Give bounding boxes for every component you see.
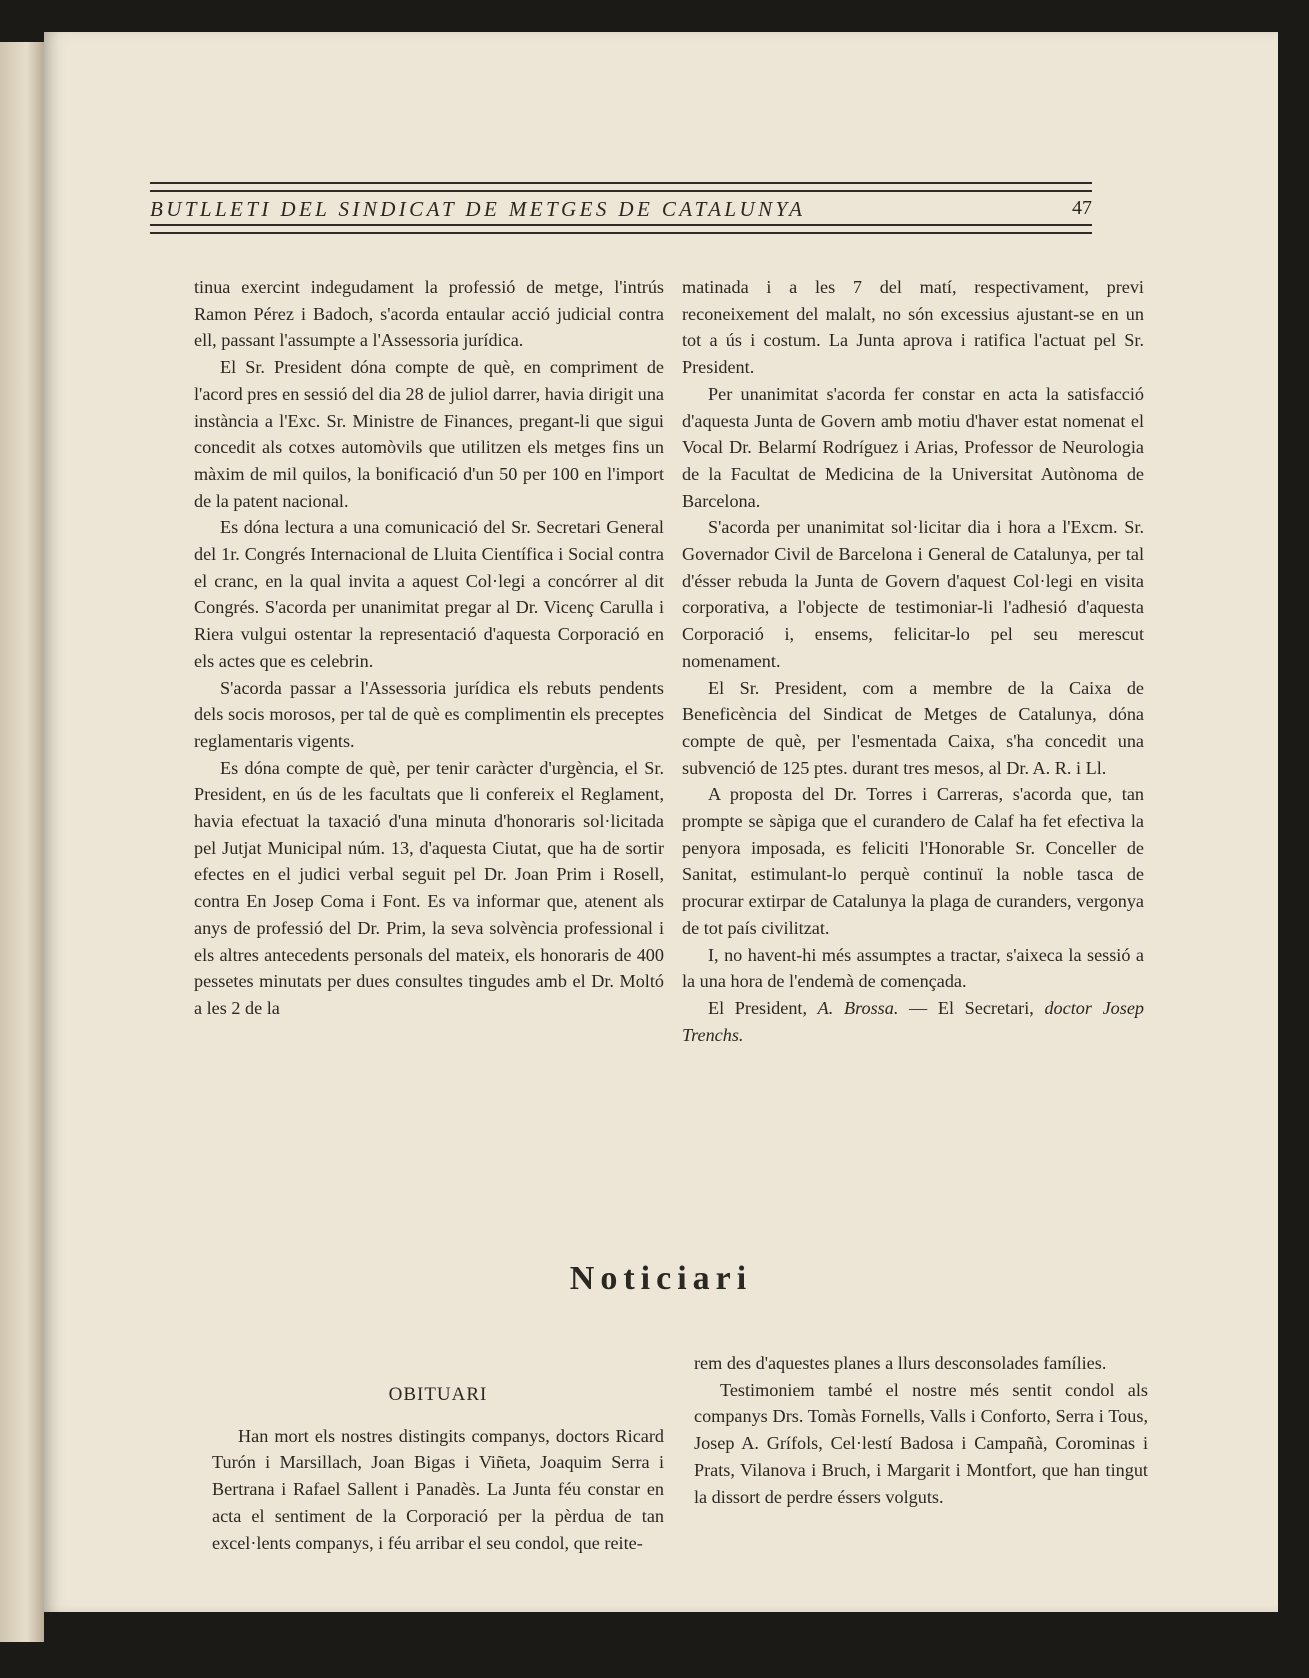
right-column bbox=[682, 274, 1144, 1048]
paragraph: A proposta del Dr. Torres i Carreras, s'acorda que, tan prompte se sàpiga que el curandero de Calaf ha fet efectiva la penyora imposada, es feliciti l'Honorable Sr. Conceller de Sanitat, estimulant-lo perquè continuï la noble tasca de procurar extirpar de Catalunya la plaga de curanders, vergonya de tot país civilitzat. bbox=[682, 784, 1144, 938]
paragraph: S'acorda passar a l'Assessoria jurídica els rebuts pendents dels socis morosos, per tal de què es complimentin els preceptes reglamentaris vigents. bbox=[194, 677, 664, 751]
paragraph: I, no havent-hi més assumptes a tractar, s'aixeca la sessió a la una hora de l'endemà de començada. bbox=[682, 944, 1144, 992]
paragraph: matinada i a les 7 del matí, respectivament, previ reconeixement del malalt, no són excessius ajustant-se en un tot a ús i costum. La Junta aprova i ratifica l'actuat pel Sr. President. bbox=[682, 277, 1144, 378]
document-page bbox=[44, 32, 1278, 1612]
section-title: Noticiari bbox=[569, 1260, 753, 1297]
facing-page-edge bbox=[0, 42, 44, 1642]
president-name: A. Brossa. bbox=[817, 997, 899, 1018]
paragraph: Es dóna compte de què, per tenir caràcter d'urgència, el Sr. President, en ús de les facultats que li confereix el Reglament, havia efectuat la taxació d'una minuta d'honoraris sol·licitada pel Jutjat Municipal núm. 13, d'aquesta Ciutat, que ha de sortir efectes en el judici verbal seguit pel Dr. Joan Prim i Rosell, contra En Josep Coma i Font. Es va informar que, atenent als anys de professió del Dr. Prim, la seva solvència professional i els altres antecedents personals del mateix, els honoraris de 400 pessetes minutats per dues consultes tingudes amb el Dr. Moltó a les 2 de la bbox=[194, 757, 664, 1018]
paragraph: Es dóna lectura a una comunicació del Sr. Secretari General del 1r. Congrés Internacional de Lluita Científica i Social contra el cranc, en la qual invita a aquest Col·legi a concórrer al dit Congrés. S'acorda per unanimitat pregar al Dr. Vicenç Carulla i Riera vulgui ostentar la representació d'aquesta Corporació en els actes que es celebrin. bbox=[194, 517, 664, 671]
header-rule bbox=[150, 182, 1092, 184]
header-rule bbox=[150, 190, 1092, 192]
paragraph: Han mort els nostres distingits companys, doctors Ricard Turón i Marsillach, Joan Bigas i Viñeta, Joaquim Serra i Bertrana i Rafael Sallent i Panadès. La Junta féu constar en acta el sentiment de la Corporació per la pèrdua de tan excel·lents companys, i féu arribar el seu condol, que reite- bbox=[212, 1425, 664, 1553]
header-rule bbox=[150, 224, 1092, 226]
left-column bbox=[194, 274, 664, 1022]
secretary-name: doctor Josep Trenchs. bbox=[682, 997, 1144, 1045]
signature-line bbox=[682, 995, 1144, 1048]
paragraph: Testimoniem també el nostre més sentit condol als companys Drs. Tomàs Fornells, Valls i Conforto, Serra i Tous, Josep A. Grífols, Cel·lestí Badosa i Campañà, Corominas i Prats, Vilanova i Bruch, i Margarit i Montfort, que han tingut la dissort de perdre éssers volguts. bbox=[694, 1379, 1148, 1507]
paragraph: Per unanimitat s'acorda fer constar en acta la satisfacció d'aquesta Junta de Govern amb motiu d'haver estat nomenat el Vocal Dr. Belarmí Rodríguez i Arias, Professor de Neurologia de la Facultat de Medicina de la Universitat Autònoma de Barcelona. bbox=[682, 383, 1144, 511]
signature-text: El President, bbox=[708, 997, 818, 1018]
signature-text: — El Secretari, bbox=[898, 997, 1045, 1018]
paragraph: El Sr. President dóna compte de què, en compriment de l'acord pres en sessió del dia 28 de juliol darrer, havia dirigit una instància a l'Exc. Sr. Ministre de Finances, pregant-li que sigui concedit als cotxes automòvils que utilitzen els metges fins un màxim de mil quilos, la bonificació d'un 50 per 100 en l'import de la patent nacional. bbox=[194, 357, 664, 511]
header-rule bbox=[150, 232, 1092, 234]
running-header bbox=[150, 150, 1092, 236]
paragraph: El Sr. President, com a membre de la Caixa de Beneficència del Sindicat de Metges de Catalunya, dóna compte de què, per l'esmentada Caixa, s'ha concedit una subvenció de 125 ptes. durant tres mesos, al Dr. A. R. i Ll. bbox=[682, 677, 1144, 778]
paragraph: tinua exercint indegudament la professió de metge, l'intrús Ramon Pérez i Badoch, s'acorda entaular acció judicial contra ell, passant l'assumpte a l'Assessoria jurídica. bbox=[194, 277, 664, 351]
paragraph: S'acorda per unanimitat sol·licitar dia i hora a l'Excm. Sr. Governador Civil de Barcelona i General de Catalunya, per tal d'ésser rebuda la Junta de Govern d'aquest Col·legi en visita corporativa, a l'objecte de testimoniar-li l'adhesió d'aquesta Corporació i, ensems, felicitar-lo pel seu merescut nomenament. bbox=[682, 517, 1144, 671]
page-number: 47 bbox=[1072, 197, 1092, 219]
obituary-heading: OBITUARI bbox=[388, 1384, 488, 1405]
paragraph: rem des d'aquestes planes a llurs desconsolades famílies. bbox=[694, 1353, 1107, 1373]
obituary-left-column bbox=[212, 1382, 664, 1556]
obituary-right-column bbox=[694, 1350, 1148, 1510]
journal-title: BUTLLETI DEL SINDICAT DE METGES DE CATALUNYA bbox=[150, 197, 806, 221]
